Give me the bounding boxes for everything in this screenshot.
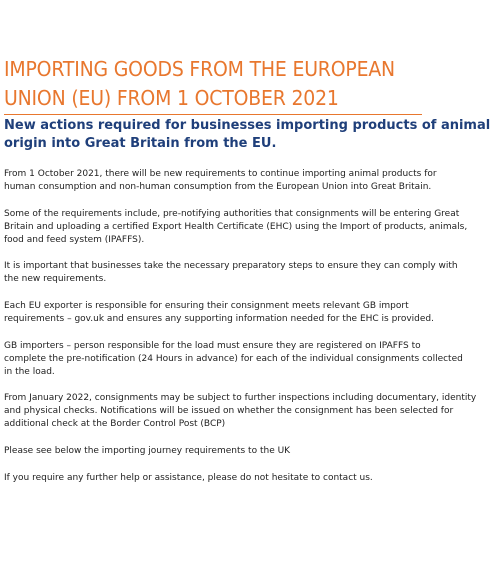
paragraph-line: Some of the requirements include, pre-notifying authorities that consignments will be entering Great	[4, 208, 460, 219]
paragraph-line: From 1 October 2021, there will be new requirements to continue importing animal products for	[4, 169, 437, 179]
paragraph-line: and physical checks. Notifications will be issued on whether the consignment has been selected for	[4, 406, 454, 417]
paragraph-line: Britain and uploading a certified Export Health Certificate (EHC) using the Import of products, animals,	[4, 221, 468, 232]
paragraph-line: From January 2022, consignments may be subject to further inspections including documentary, identity	[4, 393, 477, 404]
paragraph-line: in the load.	[4, 366, 55, 377]
paragraph-eu-exporter	[4, 300, 434, 326]
page-title	[4, 55, 395, 113]
paragraph-gb-importers	[4, 340, 463, 379]
paragraph-line: human consumption and non-human consumption from the European Union into Great Britain.	[4, 182, 432, 192]
paragraph-contact	[4, 472, 422, 485]
title-divider	[4, 114, 422, 115]
paragraph-line: food and feed system (IPAFFS).	[4, 234, 145, 245]
paragraph-line: the new requirements.	[4, 274, 107, 285]
paragraph-line: It is important that businesses take the necessary preparatory steps to ensure they can comply with	[4, 261, 458, 272]
page-subtitle-line: New actions required for businesses importing products of animal	[4, 118, 490, 133]
page-subtitle-line: origin into Great Britain from the EU.	[4, 136, 277, 151]
paragraph-preparatory-steps	[4, 260, 458, 286]
paragraph-line: additional check at the Border Control Post (BCP)	[4, 419, 226, 430]
page-title-line: UNION (EU) FROM 1 OCTOBER 2021	[4, 86, 339, 110]
paragraph-requirements-intro	[4, 168, 437, 194]
paragraph-prenotification	[4, 208, 468, 247]
paragraph-line: If you require any further help or assistance, please do not hesitate to contact us.	[4, 472, 373, 483]
paragraph-journey-requirements	[4, 445, 422, 458]
paragraph-line: complete the pre-notification (24 Hours in advance) for each of the individual consignments collected	[4, 353, 463, 364]
paragraph-line: Each EU exporter is responsible for ensuring their consignment meets relevant GB import	[4, 301, 409, 312]
paragraph-line: requirements – gov.uk and ensures any supporting information needed for the EHC is provided.	[4, 314, 434, 325]
document-body	[4, 168, 477, 499]
page-title-line: IMPORTING GOODS FROM THE EUROPEAN	[4, 57, 395, 81]
paragraph-line: Please see below the importing journey requirements to the UK	[4, 446, 291, 457]
paragraph-line: GB importers – person responsible for the load must ensure they are registered on IPAFFS to	[4, 340, 421, 351]
paragraph-inspections	[4, 392, 477, 431]
page-subtitle	[4, 117, 490, 153]
